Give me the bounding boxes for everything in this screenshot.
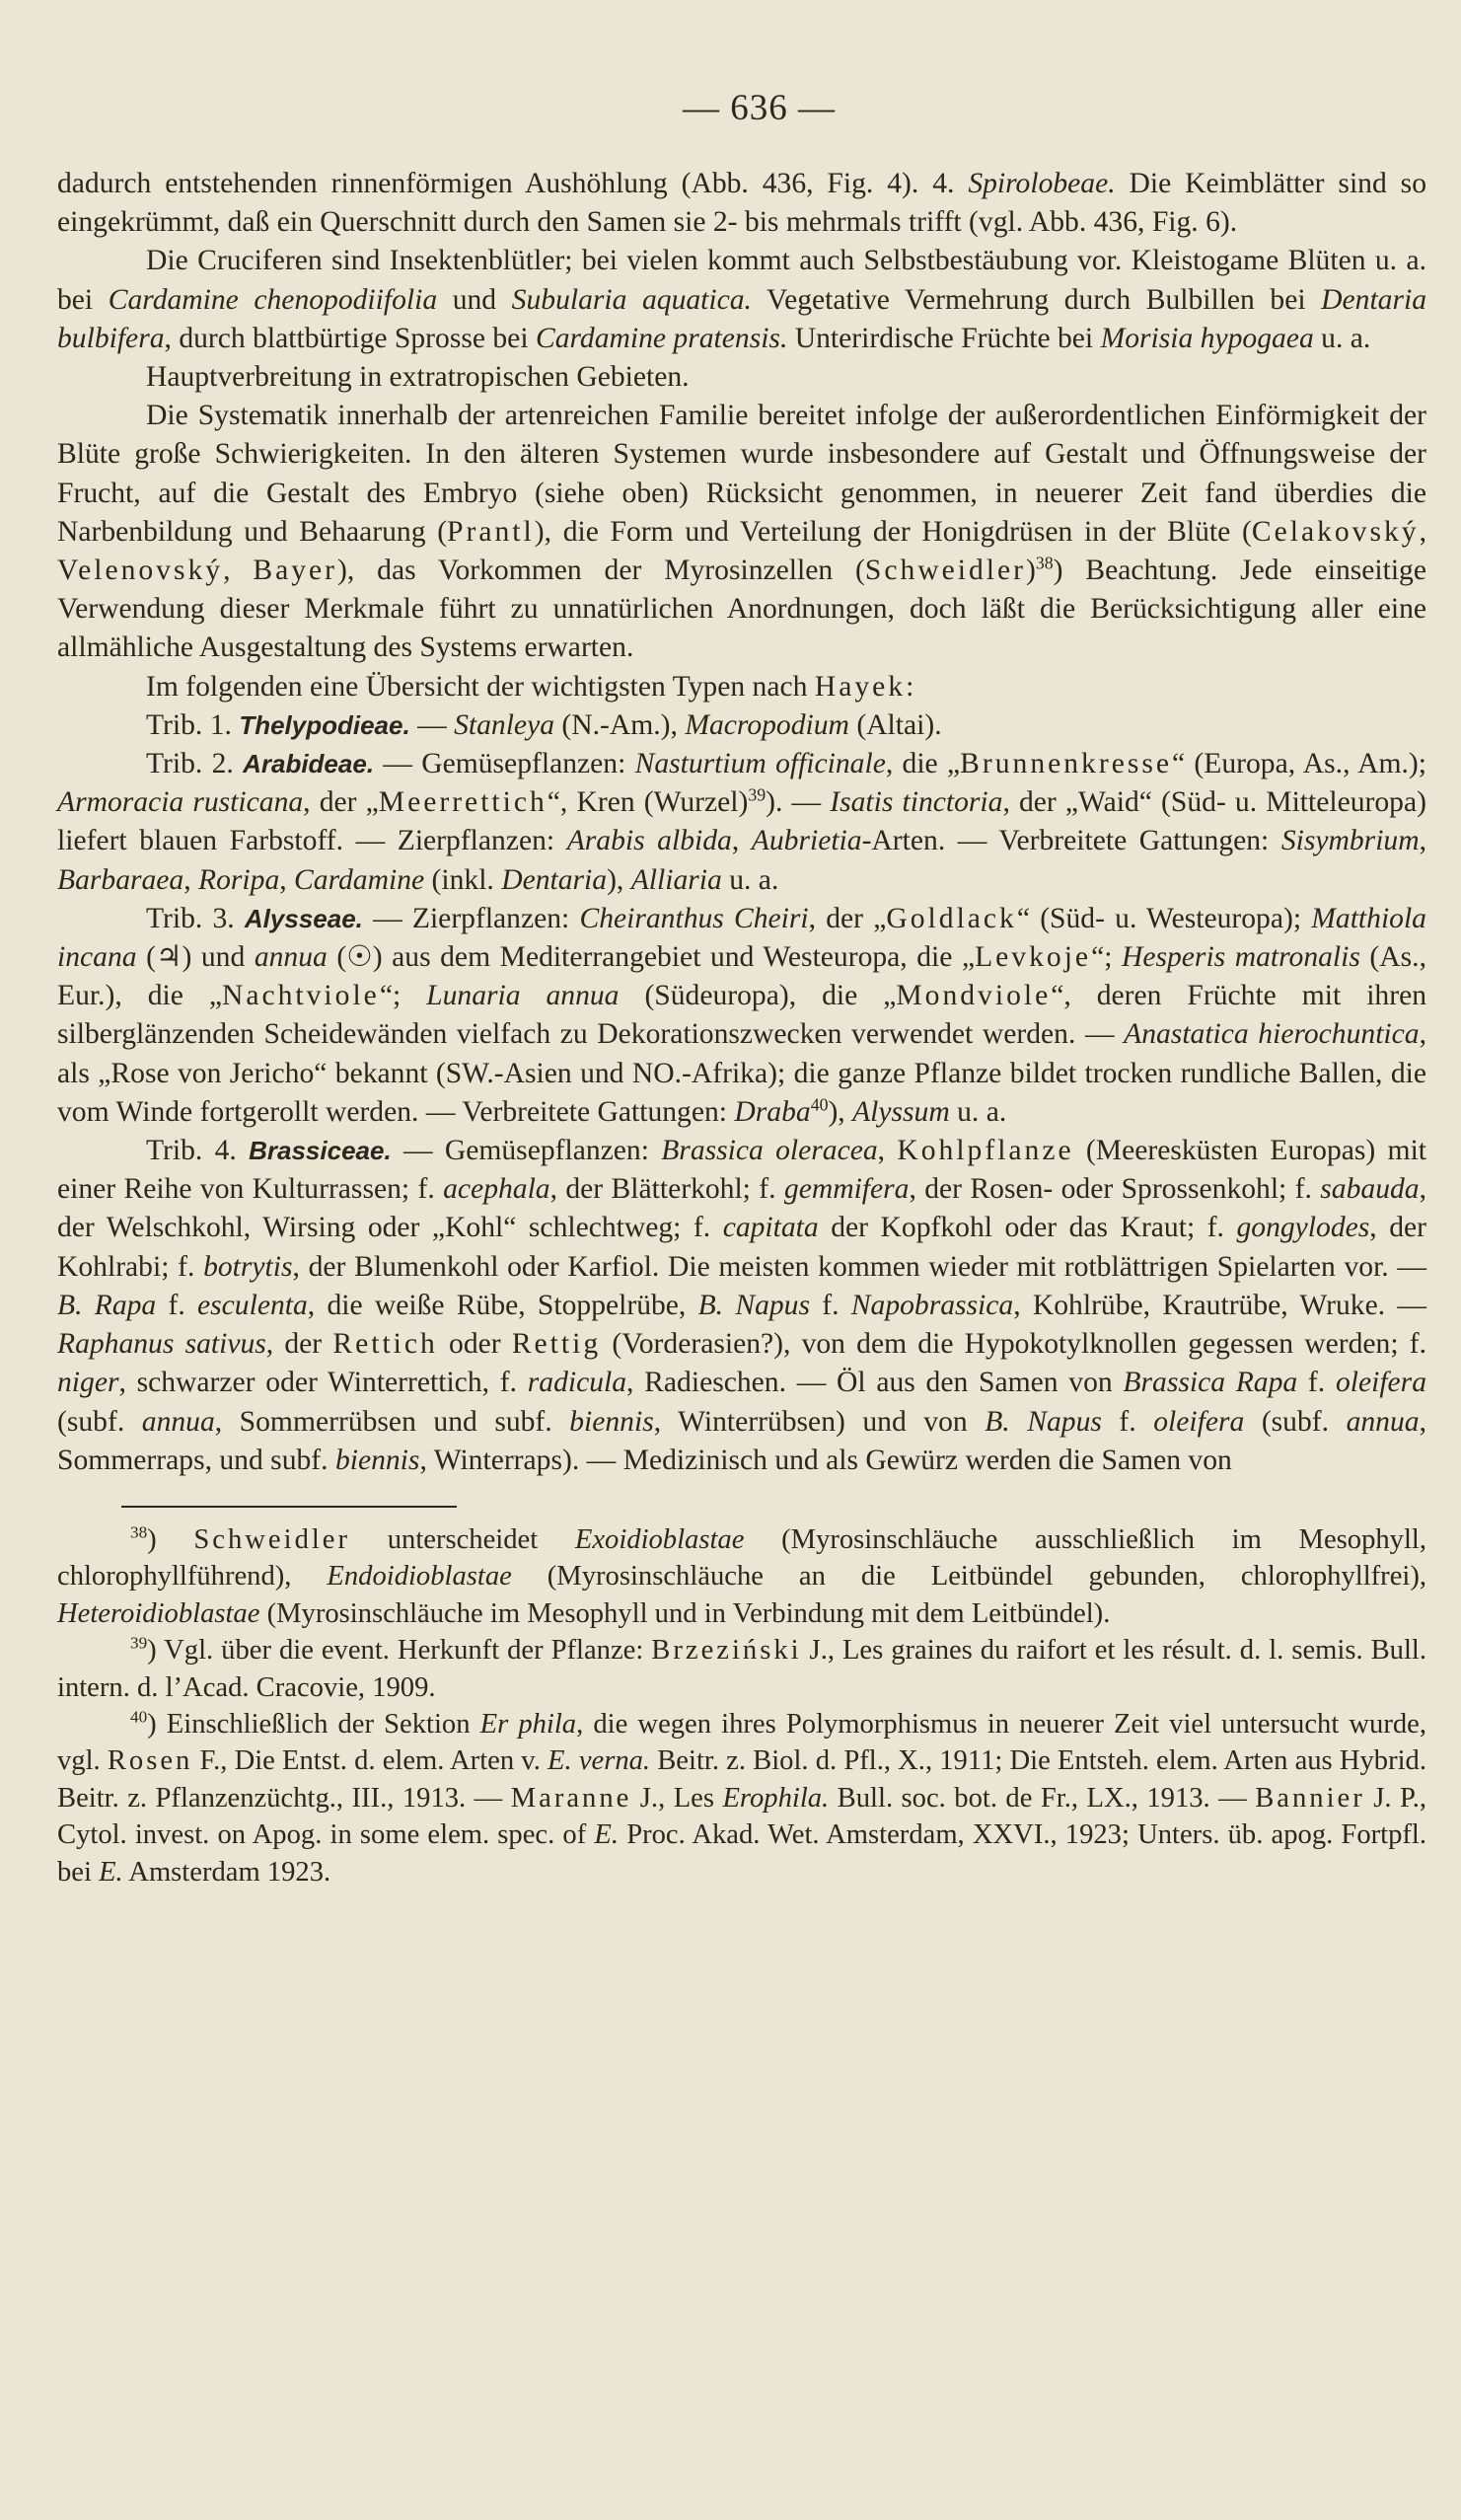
tribe-paragraph: Trib. 1. Thelypodieae. — Stanleya (N.-Am.), Macropodium (Altai). <box>146 708 942 741</box>
tribe-paragraph: Trib. 2. Arabideae. — Gemüsepflanzen: Nasturtium officinale, die „Brunnenkresse“ (Europa, As., Am.); Armoracia rusticana, der „Meerrettich“, Kren (Wurzel)$^{39}$). — Isatis tinctoria, der „Waid“ (Süd- u. Mitteleuropa) liefert blauen Farbstoff. — Zierpflanzen: Arabis albida, Aubrietia-Arten. — Verbreitete Gattungen: Sisymbrium, Barbaraea, Roripa, Cardamine (inkl. Dentaria), Alliaria u. a. <box>57 748 1426 896</box>
footnote-divider <box>121 1506 457 1508</box>
paragraph: Die Systematik innerhalb der artenreichen Familie bereitet infolge der außerordentlichen Einförmigkeit der Blüte große Schwierigkeiten. In den älteren Systemen wurde insbesondere auf Gestalt und Öffnungsweise der Frucht, auf die Gestalt des Embryo (siehe oben) Rücksicht genommen, in neuerer Zeit fand überdies die Narbenbildung und Behaarung (Prantl), die Form und Verteilung der Honigdrüsen in der Blüte (Celakovský, Velenovský, Bayer), das Vorkommen der Myrosinzellen (Schweidler)$^{38}$) Beachtung. Jede einseitige Verwendung dieser Merkmale führt zu unnatürlichen Anordnungen, doch läßt die Berücksichtigung aller eine allmähliche Ausgestaltung des Systems erwarten. <box>57 400 1426 664</box>
page-number: — 636 — <box>683 88 836 128</box>
paragraph: Hauptverbreitung in extratropischen Gebieten. <box>146 361 690 394</box>
paragraph: Im folgenden eine Übersicht der wichtigsten Typen nach Hayek: <box>146 670 914 703</box>
footnote: $^{38}$) Schweidler unterscheidet Exoidioblastae (Myrosinschläuche ausschließlich im Mesophyll, chlorophyllführend), Endoidioblastae (Myrosinschläuche an die Leitbündel gebunden, chlorophyllfrei), Heteroidioblastae (Myrosinschläuche im Mesophyll und in Verbindung mit dem Leitbündel). <box>57 1522 1427 1629</box>
tribe-paragraph: Trib. 4. Brassiceae. — Gemüsepflanzen: Brassica oleracea, Kohlpflanze (Meeresküsten Europas) mit einer Reihe von Kulturrassen; f. acephala, der Blätterkohl; f. gemmifera, der Rosen- oder Sprossenkohl; f. sabauda, der Welschkohl, Wirsing oder „Kohl“ schlechtweg; f. capitata der Kopfkohl oder das Kraut; f. gongylodes, der Kohlrabi; f. botrytis, der Blumenkohl oder Karfiol. Die meisten kommen wieder mit rotblättrigen Spielarten vor. — B. Rapa f. esculenta, die weiße Rübe, Stoppelrübe, B. Napus f. Napobrassica, Kohlrübe, Krautrübe, Wruke. — Raphanus sativus, der Rettich oder Rettig (Vorderasien?), von dem die Hypokotylknollen gegessen werden; f. niger, schwarzer oder Winterrettich, f. radicula, Radieschen. — Öl aus den Samen von Brassica Rapa f. oleifera (subf. annua, Sommerrübsen und subf. biennis, Winterrübsen) und von B. Napus f. oleifera (subf. annua, Sommerraps, und subf. biennis, Winterraps). — Medizinisch und als Gewürz werden die Samen von <box>57 1135 1427 1476</box>
body-text <box>57 165 1426 1480</box>
paragraph: dadurch entstehenden rinnenförmigen Aushöhlung (Abb. 436, Fig. 4). 4. Spirolobeae. Die Keimblätter sind so eingekrümmt, daß ein Querschnitt durch den Samen sie 2- bis mehrmals trifft (vgl. Abb. 436, Fig. 6). <box>57 168 1426 239</box>
footnote: $^{40}$) Einschließlich der Sektion Er phila, die wegen ihres Polymorphismus in neuerer Zeit viel untersucht wurde, vgl. Rosen F., Die Entst. d. elem. Arten v. E. verna. Beitr. z. Biol. d. Pfl., X., 1911; Die Entsteh. elem. Arten aus Hybrid. Beitr. z. Pflanzenzüchtg., III., 1913. — Maranne J., Les Erophila. Bull. soc. bot. de Fr., LX., 1913. — Bannier J. P., Cytol. invest. on Apog. in some elem. spec. of E. Proc. Akad. Wet. Amsterdam, XXVI., 1923; Unters. üb. apog. Fortpfl. bei E. Amsterdam 1923. <box>57 1707 1427 1888</box>
footnotes <box>57 1521 1426 1890</box>
footnote: $^{39}$) Vgl. über die event. Herkunft der Pflanze: Brzeziński J., Les graines du raifort et les résult. d. l. semis. Bull. intern. d. l’Acad. Cracovie, 1909. <box>57 1633 1426 1703</box>
paragraph: Die Cruciferen sind Insektenblütler; bei vielen kommt auch Selbstbestäubung vor. Kleistogame Blüten u. a. bei Cardamine chenopodiifolia und Subularia aquatica. Vegetative Vermehrung durch Bulbillen bei Dentaria bulbifera, durch blattbürtige Sprosse bei Cardamine pratensis. Unterirdische Früchte bei Morisia hypogaea u. a. <box>57 245 1427 354</box>
tribe-paragraph: Trib. 3. Alysseae. — Zierpflanzen: Cheiranthus Cheiri, der „Goldlack“ (Süd- u. Westeuropa); Matthiola incana (♃) und annua (☉) aus dem Mediterrangebiet und Westeuropa, die „Levkoje“; Hesperis matronalis (As., Eur.), die „Nachtviole“; Lunaria annua (Südeuropa), die „Mondviole“, deren Früchte mit ihren silberglänzenden Scheidewänden vielfach zu Dekorationszwecken verwendet werden. — Anastatica hierochuntica, als „Rose von Jericho“ bekannt (SW.-Asien und NO.-Afrika); die ganze Pflanze bildet trocken rundliche Ballen, die vom Winde fortgerollt werden. — Verbreitete Gattungen: Draba$^{40}$), Alyssum u. a. <box>57 902 1426 1128</box>
